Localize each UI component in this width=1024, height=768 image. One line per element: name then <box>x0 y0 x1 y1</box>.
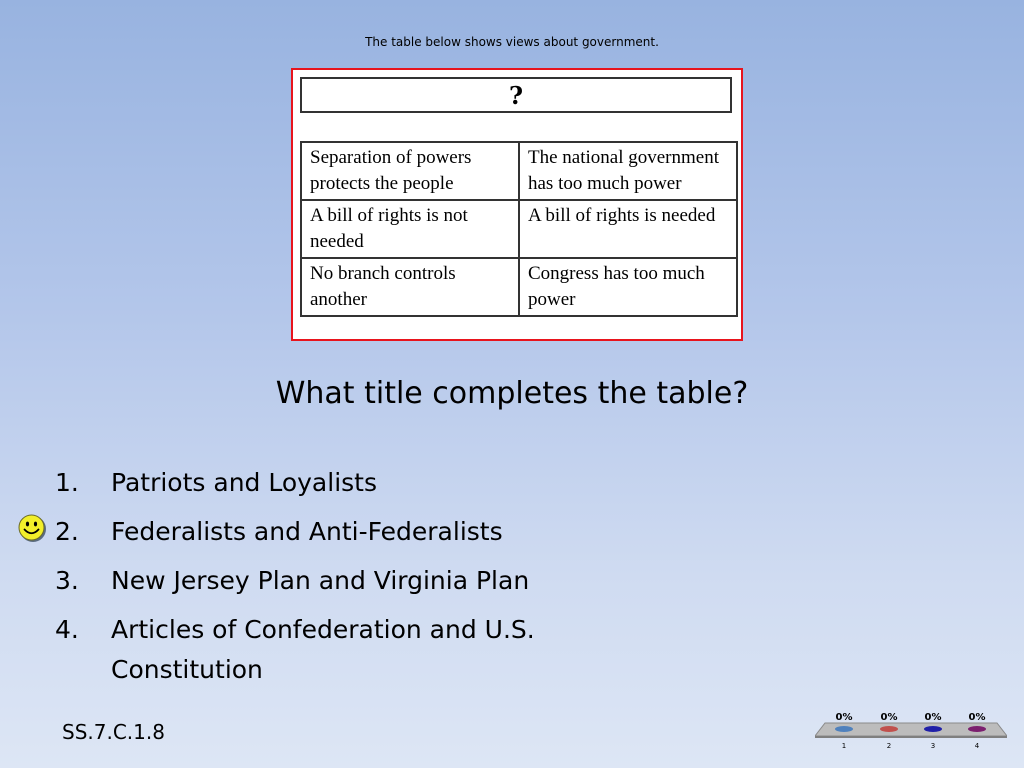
poll-option-3-percent: 0% <box>924 712 942 723</box>
answer-option-1[interactable] <box>55 463 675 503</box>
poll-option-3-label: 3 <box>930 742 936 750</box>
poll-option-1-label: 1 <box>841 742 847 750</box>
poll-option-1-marker <box>835 726 853 732</box>
answer-number: 4. <box>55 615 79 644</box>
slide-caption: The table below shows views about government. <box>365 35 659 49</box>
standard-code: SS.7.C.1.8 <box>62 720 165 744</box>
table-cell: Congress has too much power <box>519 258 737 316</box>
poll-option-4-marker <box>968 726 986 732</box>
answer-number: 2. <box>55 517 79 546</box>
answer-option-2[interactable] <box>55 512 675 552</box>
answer-text: New Jersey Plan and Virginia Plan <box>111 566 530 595</box>
views-table <box>300 141 738 317</box>
poll-option-2-marker <box>880 726 898 732</box>
poll-option-4-label: 4 <box>974 742 980 750</box>
table-row <box>301 258 737 316</box>
table-cell: The national government has too much power <box>519 142 737 200</box>
poll-option-4-percent: 0% <box>968 712 986 723</box>
answer-text: Patriots and Loyalists <box>111 468 377 497</box>
table-cell: A bill of rights is not needed <box>301 200 519 258</box>
table-cell: No branch controls another <box>301 258 519 316</box>
table-title-box: ? <box>300 77 732 113</box>
question-text: What title completes the table? <box>275 376 749 411</box>
response-poll-chart <box>815 708 1007 766</box>
table-row <box>301 142 737 200</box>
poll-option-3-marker <box>924 726 942 732</box>
table-cell: Separation of powers protects the people <box>301 142 519 200</box>
answer-list <box>55 463 675 699</box>
poll-option-1-percent: 0% <box>835 712 853 723</box>
table-cell: A bill of rights is needed <box>519 200 737 258</box>
answer-text: Articles of Confederation and U.S. Constitution <box>111 615 535 684</box>
poll-option-2-label: 2 <box>886 742 892 750</box>
poll-option-2-percent: 0% <box>880 712 898 723</box>
views-table-frame <box>291 68 743 341</box>
answer-number: 1. <box>55 468 79 497</box>
answer-option-3[interactable] <box>55 561 675 601</box>
smiley-face-icon <box>17 513 47 543</box>
answer-number: 3. <box>55 566 79 595</box>
table-row <box>301 200 737 258</box>
answer-option-4[interactable] <box>55 610 675 690</box>
answer-text: Federalists and Anti-Federalists <box>111 517 503 546</box>
